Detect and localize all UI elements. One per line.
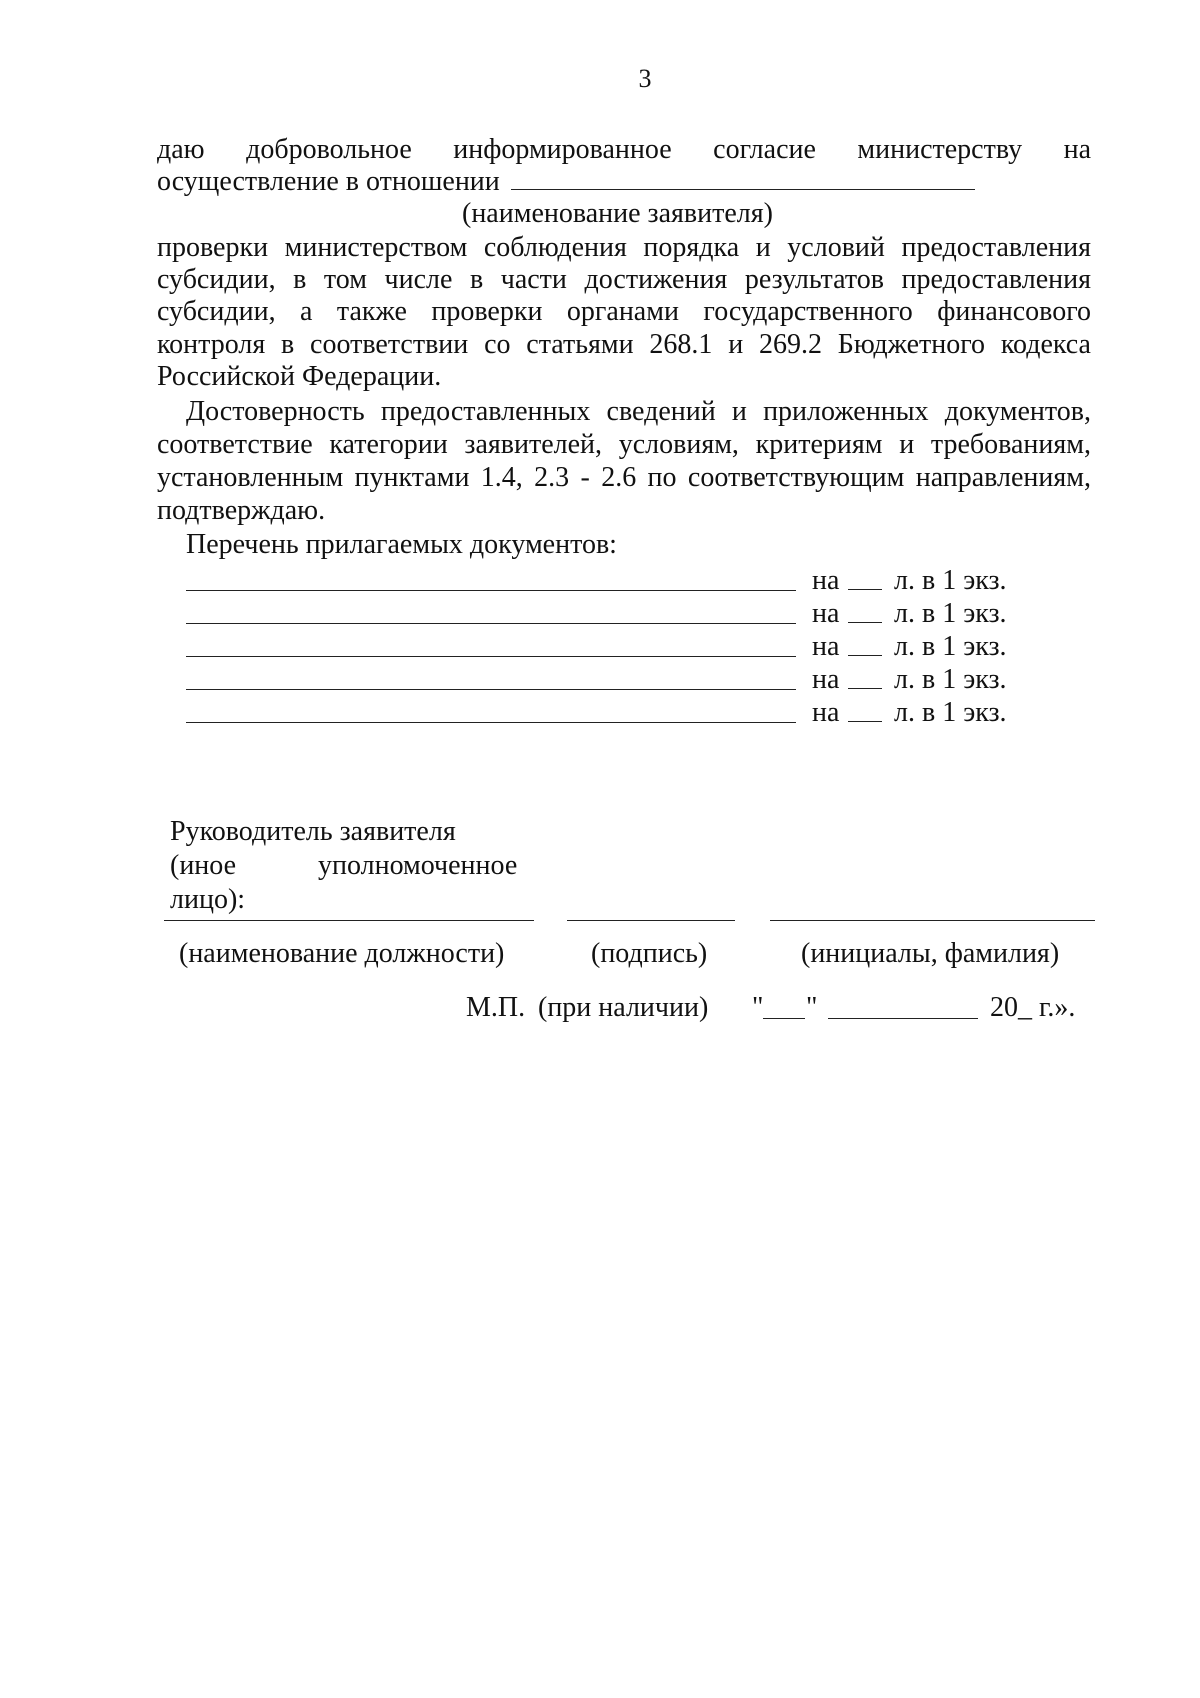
document-name-blank[interactable] xyxy=(186,722,796,723)
name-caption: (инициалы, фамилия) xyxy=(801,938,1060,969)
document-pages-blank[interactable] xyxy=(848,655,882,656)
document-pages-blank[interactable] xyxy=(848,721,882,722)
consent-word: на xyxy=(1063,134,1092,165)
stamp-label: М.П. xyxy=(466,992,526,1023)
document-row xyxy=(186,565,1016,595)
document-row xyxy=(186,697,1016,727)
document-na: на xyxy=(812,565,840,596)
signatory-label-paren-open: (иное xyxy=(170,850,237,881)
consent-word: информированное xyxy=(453,134,672,165)
document-na: на xyxy=(812,697,840,728)
document-row xyxy=(186,631,1016,661)
confirm-line: установленным пунктами 1.4, 2.3 - 2.6 по соответствующим направлениям, xyxy=(157,462,1091,493)
signatory-label-authorized: уполномоченное xyxy=(318,850,518,881)
consent-word: министерству xyxy=(857,134,1023,165)
consent-word: даю xyxy=(157,134,205,165)
date-year-prefix: 20 xyxy=(990,992,1018,1023)
check-last-line: Российской Федерации. xyxy=(157,361,442,392)
date-day-blank[interactable] xyxy=(763,994,805,1019)
document-pages-blank[interactable] xyxy=(848,622,882,623)
document-row xyxy=(186,664,1016,694)
applicant-caption: (наименование заявителя) xyxy=(462,198,773,229)
document-na: на xyxy=(812,631,840,662)
signature-caption: (подпись) xyxy=(591,938,708,969)
document-tail: л. в 1 экз. xyxy=(894,565,1007,596)
signatory-label-line-1: Руководитель заявителя xyxy=(170,816,456,847)
check-line: контроля в соответствии со статьями 268.1 и 269.2 Бюджетного кодекса xyxy=(157,329,1091,360)
date-quote-open: " xyxy=(752,992,764,1023)
stamp-note: (при наличии) xyxy=(538,992,709,1023)
document-tail: л. в 1 экз. xyxy=(894,664,1007,695)
signatory-label-line-3: лицо): xyxy=(170,884,246,915)
document-na: на xyxy=(812,664,840,695)
consent-line-2 xyxy=(157,167,975,196)
document-row xyxy=(186,598,1016,628)
consent-line-1 xyxy=(157,136,1091,164)
documents-heading: Перечень прилагаемых документов: xyxy=(186,529,617,560)
check-line: субсидии, а также проверки органами государственного финансового xyxy=(157,296,1091,327)
confirm-line: Достоверность предоставленных сведений и приложенных документов, xyxy=(186,396,1091,427)
document-name-blank[interactable] xyxy=(186,590,796,591)
date-year-suffix: _ г.». xyxy=(1018,992,1076,1023)
document-name-blank[interactable] xyxy=(186,656,796,657)
document-pages-blank[interactable] xyxy=(848,589,882,590)
date-year xyxy=(990,994,1075,1022)
document-na: на xyxy=(812,598,840,629)
consent-word: добровольное xyxy=(246,134,412,165)
check-line: субсидии, в том числе в части достижения результатов предоставления xyxy=(157,264,1091,295)
signature-blank[interactable] xyxy=(567,920,735,921)
document-tail: л. в 1 экз. xyxy=(894,631,1007,662)
document-name-blank[interactable] xyxy=(186,623,796,624)
document-name-blank[interactable] xyxy=(186,689,796,690)
position-signature-blank[interactable] xyxy=(164,920,534,921)
document-tail: л. в 1 экз. xyxy=(894,697,1007,728)
confirm-line: соответствие категории заявителей, условиям, критериям и требованиям, xyxy=(157,429,1091,460)
consent-word: согласие xyxy=(713,134,816,165)
confirm-last-line: подтверждаю. xyxy=(157,495,326,526)
document-pages-blank[interactable] xyxy=(848,688,882,689)
consent-line-2-text: осуществление в отношении xyxy=(157,166,500,197)
date-month-blank[interactable] xyxy=(828,994,978,1019)
name-signature-blank[interactable] xyxy=(770,920,1095,921)
document-tail: л. в 1 экз. xyxy=(894,598,1007,629)
date-quote-close: " xyxy=(806,992,818,1023)
position-caption: (наименование должности) xyxy=(179,938,505,969)
check-line: проверки министерством соблюдения порядка и условий предоставления xyxy=(157,232,1091,263)
applicant-name-blank[interactable] xyxy=(511,167,975,190)
page-number: 3 xyxy=(638,64,652,93)
